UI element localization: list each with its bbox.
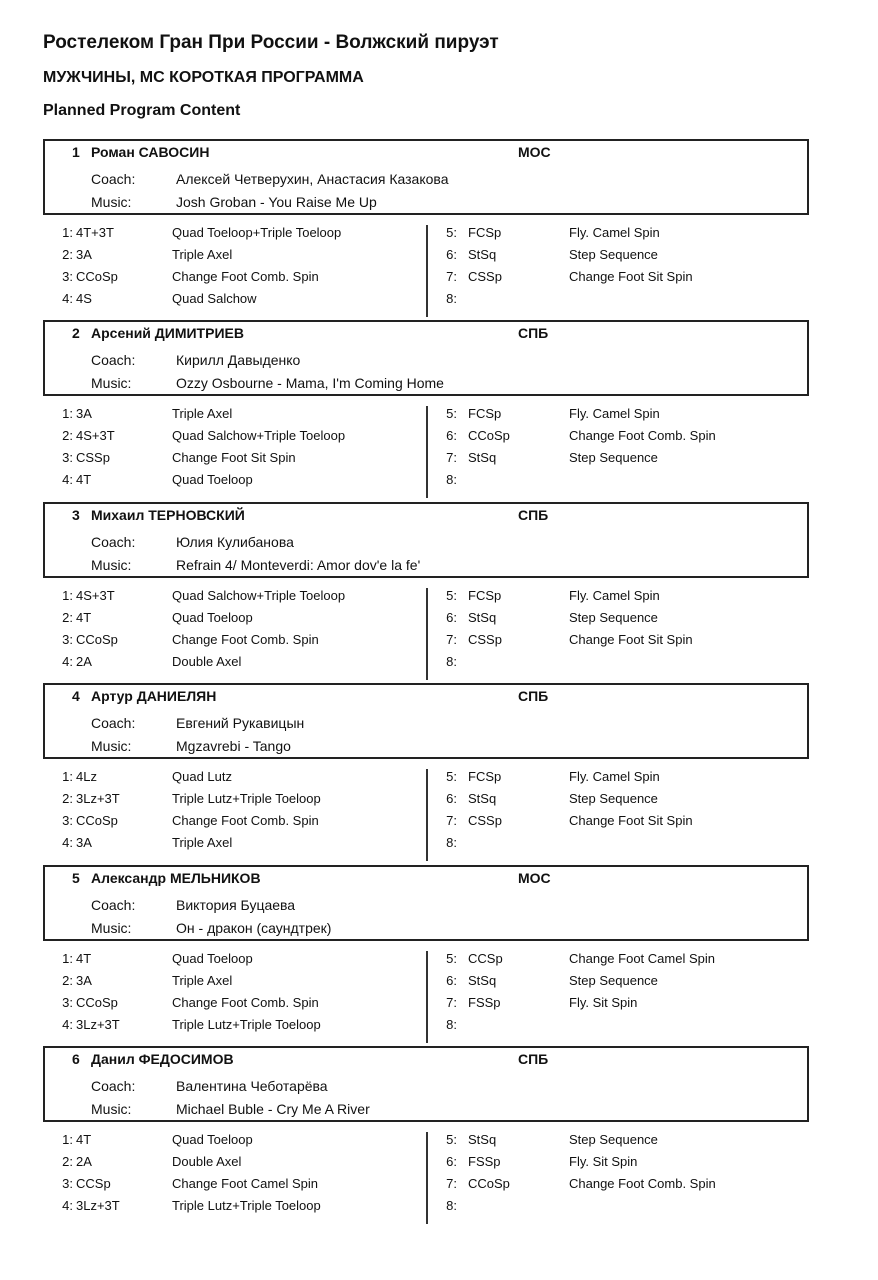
skater-rank: 3 (72, 507, 80, 523)
element-index: 4: (62, 1017, 73, 1032)
element-name: Fly. Sit Spin (569, 1154, 638, 1169)
element-index: 5: (446, 769, 457, 784)
element-row (43, 588, 809, 610)
element-code: 4S+3T (76, 428, 115, 443)
element-index: 4: (62, 1198, 73, 1213)
element-index: 8: (446, 1017, 457, 1032)
element-name: Step Sequence (569, 973, 658, 988)
element-index: 5: (446, 951, 457, 966)
element-code: 3A (76, 835, 92, 850)
element-index: 6: (446, 428, 457, 443)
coach-label: Coach: (91, 897, 136, 913)
element-index: 3: (62, 1176, 73, 1191)
element-index: 6: (446, 973, 457, 988)
element-name: Fly. Camel Spin (569, 588, 660, 603)
element-row (43, 813, 809, 835)
music-label: Music: (91, 1101, 132, 1117)
element-name: Change Foot Comb. Spin (569, 1176, 716, 1191)
planned-elements (43, 588, 809, 680)
element-name: Double Axel (172, 654, 242, 669)
element-index: 2: (62, 428, 73, 443)
element-name: Change Foot Camel Spin (172, 1176, 318, 1191)
element-index: 7: (446, 269, 457, 284)
music-value: Refrain 4/ Monteverdi: Amor dov'e la fe' (176, 557, 421, 573)
element-index: 5: (446, 588, 457, 603)
music-label: Music: (91, 920, 132, 936)
skater-name: Михаил ТЕРНОВСКИЙ (91, 507, 245, 523)
element-index: 5: (446, 1132, 457, 1147)
skater-header-box (43, 139, 809, 215)
element-name: Step Sequence (569, 247, 658, 262)
element-index: 6: (446, 791, 457, 806)
element-row (43, 632, 809, 654)
skater-entry (43, 502, 809, 682)
element-code: CCoSp (468, 428, 510, 443)
skater-club: СПБ (518, 507, 549, 523)
skater-rank: 1 (72, 144, 80, 160)
element-index: 1: (62, 406, 73, 421)
music-value: Mgzavrebi - Tango (176, 738, 291, 754)
event-title: Ростелеком Гран При России - Волжский пируэт (43, 32, 499, 53)
element-index: 4: (62, 291, 73, 306)
element-name: Fly. Camel Spin (569, 406, 660, 421)
section-title: Planned Program Content (43, 102, 241, 119)
planned-elements (43, 225, 809, 317)
element-code: 3Lz+3T (76, 1198, 120, 1213)
element-name: Quad Toeloop+Triple Toeloop (172, 225, 342, 240)
element-name: Quad Lutz (172, 769, 232, 784)
element-name: Step Sequence (569, 791, 658, 806)
element-row (43, 291, 809, 313)
element-code: 4T (76, 472, 92, 487)
element-index: 2: (62, 1154, 73, 1169)
element-row (43, 791, 809, 813)
music-label: Music: (91, 557, 132, 573)
element-name: Triple Axel (172, 247, 233, 262)
skater-header-box (43, 502, 809, 578)
element-code: 2A (76, 1154, 92, 1169)
element-index: 3: (62, 632, 73, 647)
skater-rank: 5 (72, 870, 80, 886)
element-row (43, 1154, 809, 1176)
element-index: 3: (62, 450, 73, 465)
skater-club: СПБ (518, 325, 549, 341)
element-name: Fly. Camel Spin (569, 225, 660, 240)
element-row (43, 225, 809, 247)
element-code: 4T (76, 951, 92, 966)
coach-value: Виктория Буцаева (176, 897, 296, 913)
music-label: Music: (91, 375, 132, 391)
element-name: Change Foot Comb. Spin (172, 995, 319, 1010)
coach-value: Юлия Кулибанова (176, 534, 294, 550)
music-label: Music: (91, 194, 132, 210)
coach-value: Валентина Чеботарёва (176, 1078, 328, 1094)
element-name: Quad Salchow+Triple Toeloop (172, 428, 346, 443)
element-code: 4S (76, 291, 92, 306)
skater-name: Данил ФЕДОСИМОВ (91, 1051, 234, 1067)
element-row (43, 247, 809, 269)
element-index: 4: (62, 472, 73, 487)
skater-name: Артур ДАНИЕЛЯН (91, 688, 217, 704)
element-code: StSq (468, 247, 497, 262)
element-name: Quad Salchow+Triple Toeloop (172, 588, 346, 603)
element-index: 8: (446, 1198, 457, 1213)
skater-name: Арсений ДИМИТРИЕВ (91, 325, 244, 341)
element-row (43, 1176, 809, 1198)
element-row (43, 1132, 809, 1154)
music-value: Michael Buble - Cry Me A River (176, 1101, 370, 1117)
element-code: 3A (76, 973, 92, 988)
element-row (43, 769, 809, 791)
skater-entry (43, 1046, 809, 1226)
element-name: Change Foot Sit Spin (172, 450, 296, 465)
coach-label: Coach: (91, 534, 136, 550)
element-index: 1: (62, 1132, 73, 1147)
element-code: StSq (468, 450, 497, 465)
element-row (43, 428, 809, 450)
element-code: CCSp (468, 951, 503, 966)
element-row (43, 1198, 809, 1220)
element-row (43, 973, 809, 995)
element-name: Triple Lutz+Triple Toeloop (172, 1017, 321, 1032)
element-index: 2: (62, 791, 73, 806)
skater-header-box (43, 1046, 809, 1122)
element-name: Quad Toeloop (172, 951, 253, 966)
element-code: CCSp (76, 1176, 111, 1191)
element-code: CSSp (76, 450, 110, 465)
element-index: 2: (62, 973, 73, 988)
element-name: Change Foot Comb. Spin (172, 632, 319, 647)
element-name: Step Sequence (569, 610, 658, 625)
element-code: 4T+3T (76, 225, 114, 240)
element-code: StSq (468, 610, 497, 625)
element-index: 1: (62, 225, 73, 240)
element-index: 7: (446, 813, 457, 828)
coach-value: Кирилл Давыденко (176, 352, 301, 368)
element-index: 5: (446, 225, 457, 240)
element-name: Triple Axel (172, 835, 233, 850)
element-index: 2: (62, 610, 73, 625)
element-name: Triple Axel (172, 406, 233, 421)
element-index: 3: (62, 269, 73, 284)
element-code: 3A (76, 406, 92, 421)
element-code: FSSp (468, 1154, 501, 1169)
element-row (43, 406, 809, 428)
skater-entry (43, 320, 809, 500)
element-name: Change Foot Comb. Spin (172, 813, 319, 828)
element-code: 4T (76, 610, 92, 625)
element-index: 3: (62, 995, 73, 1010)
element-code: StSq (468, 973, 497, 988)
element-index: 7: (446, 1176, 457, 1191)
music-value: Он - дракон (саундтрек) (176, 920, 332, 936)
element-name: Quad Toeloop (172, 610, 253, 625)
coach-value: Евгений Рукавицын (176, 715, 305, 731)
element-code: 3Lz+3T (76, 791, 120, 806)
coach-label: Coach: (91, 352, 136, 368)
element-index: 4: (62, 835, 73, 850)
element-row (43, 951, 809, 973)
skater-header-box (43, 320, 809, 396)
skater-rank: 4 (72, 688, 80, 704)
element-name: Step Sequence (569, 450, 658, 465)
element-code: CCoSp (76, 813, 118, 828)
element-name: Triple Lutz+Triple Toeloop (172, 791, 321, 806)
music-label: Music: (91, 738, 132, 754)
coach-label: Coach: (91, 1078, 136, 1094)
element-code: 3A (76, 247, 92, 262)
element-name: Fly. Sit Spin (569, 995, 638, 1010)
element-index: 8: (446, 654, 457, 669)
skater-header-box (43, 865, 809, 941)
element-name: Change Foot Sit Spin (569, 632, 693, 647)
planned-elements (43, 406, 809, 498)
element-code: CSSp (468, 632, 502, 647)
element-row (43, 269, 809, 291)
element-row (43, 1017, 809, 1039)
element-name: Change Foot Camel Spin (569, 951, 715, 966)
element-code: CCoSp (76, 269, 118, 284)
skater-entry (43, 139, 809, 319)
planned-elements (43, 951, 809, 1043)
element-name: Change Foot Sit Spin (569, 813, 693, 828)
element-code: CCoSp (76, 632, 118, 647)
element-name: Change Foot Sit Spin (569, 269, 693, 284)
element-index: 6: (446, 247, 457, 262)
element-code: 4T (76, 1132, 92, 1147)
element-index: 2: (62, 247, 73, 262)
element-index: 3: (62, 813, 73, 828)
element-code: FCSp (468, 406, 502, 421)
element-row (43, 654, 809, 676)
music-value: Josh Groban - You Raise Me Up (176, 194, 377, 210)
element-code: CSSp (468, 269, 502, 284)
element-code: StSq (468, 791, 497, 806)
element-name: Quad Toeloop (172, 472, 253, 487)
element-code: CSSp (468, 813, 502, 828)
element-code: FSSp (468, 995, 501, 1010)
element-index: 4: (62, 654, 73, 669)
element-index: 6: (446, 610, 457, 625)
element-name: Change Foot Comb. Spin (569, 428, 716, 443)
element-code: 4S+3T (76, 588, 115, 603)
element-index: 8: (446, 472, 457, 487)
element-index: 7: (446, 450, 457, 465)
music-value: Ozzy Osbourne - Mama, I'm Coming Home (176, 375, 444, 391)
skater-club: МОС (518, 870, 551, 886)
element-code: 2A (76, 654, 92, 669)
element-row (43, 450, 809, 472)
element-code: FCSp (468, 769, 502, 784)
element-index: 7: (446, 632, 457, 647)
planned-elements (43, 769, 809, 861)
element-index: 1: (62, 769, 73, 784)
skater-header-box (43, 683, 809, 759)
element-index: 8: (446, 835, 457, 850)
skater-rank: 6 (72, 1051, 80, 1067)
element-name: Triple Lutz+Triple Toeloop (172, 1198, 321, 1213)
skater-club: МОС (518, 144, 551, 160)
element-index: 1: (62, 951, 73, 966)
element-code: 3Lz+3T (76, 1017, 120, 1032)
coach-label: Coach: (91, 715, 136, 731)
element-name: Triple Axel (172, 973, 233, 988)
element-index: 1: (62, 588, 73, 603)
element-code: CCoSp (76, 995, 118, 1010)
element-name: Quad Salchow (172, 291, 257, 306)
element-name: Change Foot Comb. Spin (172, 269, 319, 284)
skater-club: СПБ (518, 688, 549, 704)
element-row (43, 472, 809, 494)
skater-name: Роман САВОСИН (91, 144, 210, 160)
element-name: Double Axel (172, 1154, 242, 1169)
element-code: FCSp (468, 225, 502, 240)
element-row (43, 995, 809, 1017)
planned-elements (43, 1132, 809, 1224)
category-title: МУЖЧИНЫ, МС КОРОТКАЯ ПРОГРАММА (43, 69, 364, 86)
element-code: CCoSp (468, 1176, 510, 1191)
element-row (43, 610, 809, 632)
element-name: Fly. Camel Spin (569, 769, 660, 784)
element-code: StSq (468, 1132, 497, 1147)
element-index: 6: (446, 1154, 457, 1169)
coach-label: Coach: (91, 171, 136, 187)
element-code: FCSp (468, 588, 502, 603)
element-index: 8: (446, 291, 457, 306)
element-row (43, 835, 809, 857)
coach-value: Алексей Четверухин, Анастасия Казакова (176, 171, 449, 187)
element-code: 4Lz (76, 769, 97, 784)
skater-entry (43, 865, 809, 1045)
skater-club: СПБ (518, 1051, 549, 1067)
skater-entry (43, 683, 809, 863)
element-index: 5: (446, 406, 457, 421)
element-index: 7: (446, 995, 457, 1010)
element-name: Step Sequence (569, 1132, 658, 1147)
element-name: Quad Toeloop (172, 1132, 253, 1147)
skater-name: Александр МЕЛЬНИКОВ (91, 870, 261, 886)
skater-rank: 2 (72, 325, 80, 341)
